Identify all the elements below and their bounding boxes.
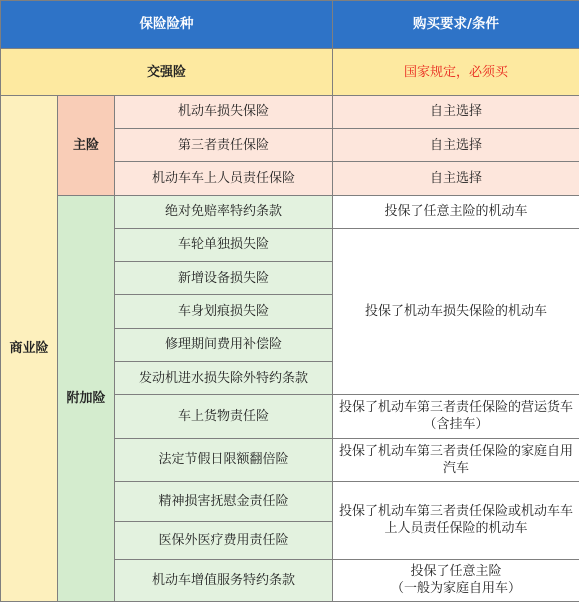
compulsory-row (1, 49, 579, 95)
main-condition: 自主选择 (333, 129, 579, 162)
main-condition: 自主选择 (333, 162, 579, 195)
additional-name: 机动车增值服务特约条款 (115, 559, 333, 602)
additional-label: 附加险 (58, 195, 115, 601)
additional-condition: 投保了机动车第三者责任保险的家庭自用汽车 (333, 438, 579, 481)
additional-name: 修理期间费用补偿险 (115, 328, 333, 361)
additional-condition: 投保了机动车第三者责任保险或机动车车上人员责任保险的机动车 (333, 481, 579, 559)
additional-name: 发动机进水损失除外特约条款 (115, 361, 333, 394)
service-condition-line1: 投保了任意主险 (410, 564, 502, 580)
compulsory-name: 交强险 (1, 49, 333, 95)
additional-condition: 投保了机动车第三者责任保险的营运货车（含挂车） (333, 395, 579, 438)
additional-condition (333, 559, 579, 602)
commercial-label: 商业险 (1, 95, 58, 601)
additional-name: 车上货物责任险 (115, 395, 333, 438)
additional-condition: 投保了任意主险的机动车 (333, 195, 579, 228)
header-row (1, 1, 579, 49)
main-condition: 自主选择 (333, 95, 579, 128)
main-name: 机动车车上人员责任保险 (115, 162, 333, 195)
additional-name: 医保外医疗费用责任险 (115, 522, 333, 559)
additional-name: 车轮单独损失险 (115, 228, 333, 261)
additional-name: 新增设备损失险 (115, 262, 333, 295)
compulsory-condition: 国家规定，必须买 (333, 49, 579, 95)
main-name: 第三者责任保险 (115, 129, 333, 162)
table-row (1, 95, 579, 128)
additional-name: 精神损害抚慰金责任险 (115, 481, 333, 521)
table-row (1, 195, 579, 228)
main-label: 主险 (58, 95, 115, 195)
additional-name: 法定节假日限额翻倍险 (115, 438, 333, 481)
additional-condition: 投保了机动车损失保险的机动车 (333, 228, 579, 394)
additional-name: 绝对免赔率特约条款 (115, 195, 333, 228)
header-requirement: 购买要求/条件 (333, 1, 579, 49)
service-condition-line2: （一般为家庭自用车） (391, 581, 522, 597)
main-name: 机动车损失保险 (115, 95, 333, 128)
header-insurance-type: 保险险种 (1, 1, 333, 49)
additional-name: 车身划痕损失险 (115, 295, 333, 328)
